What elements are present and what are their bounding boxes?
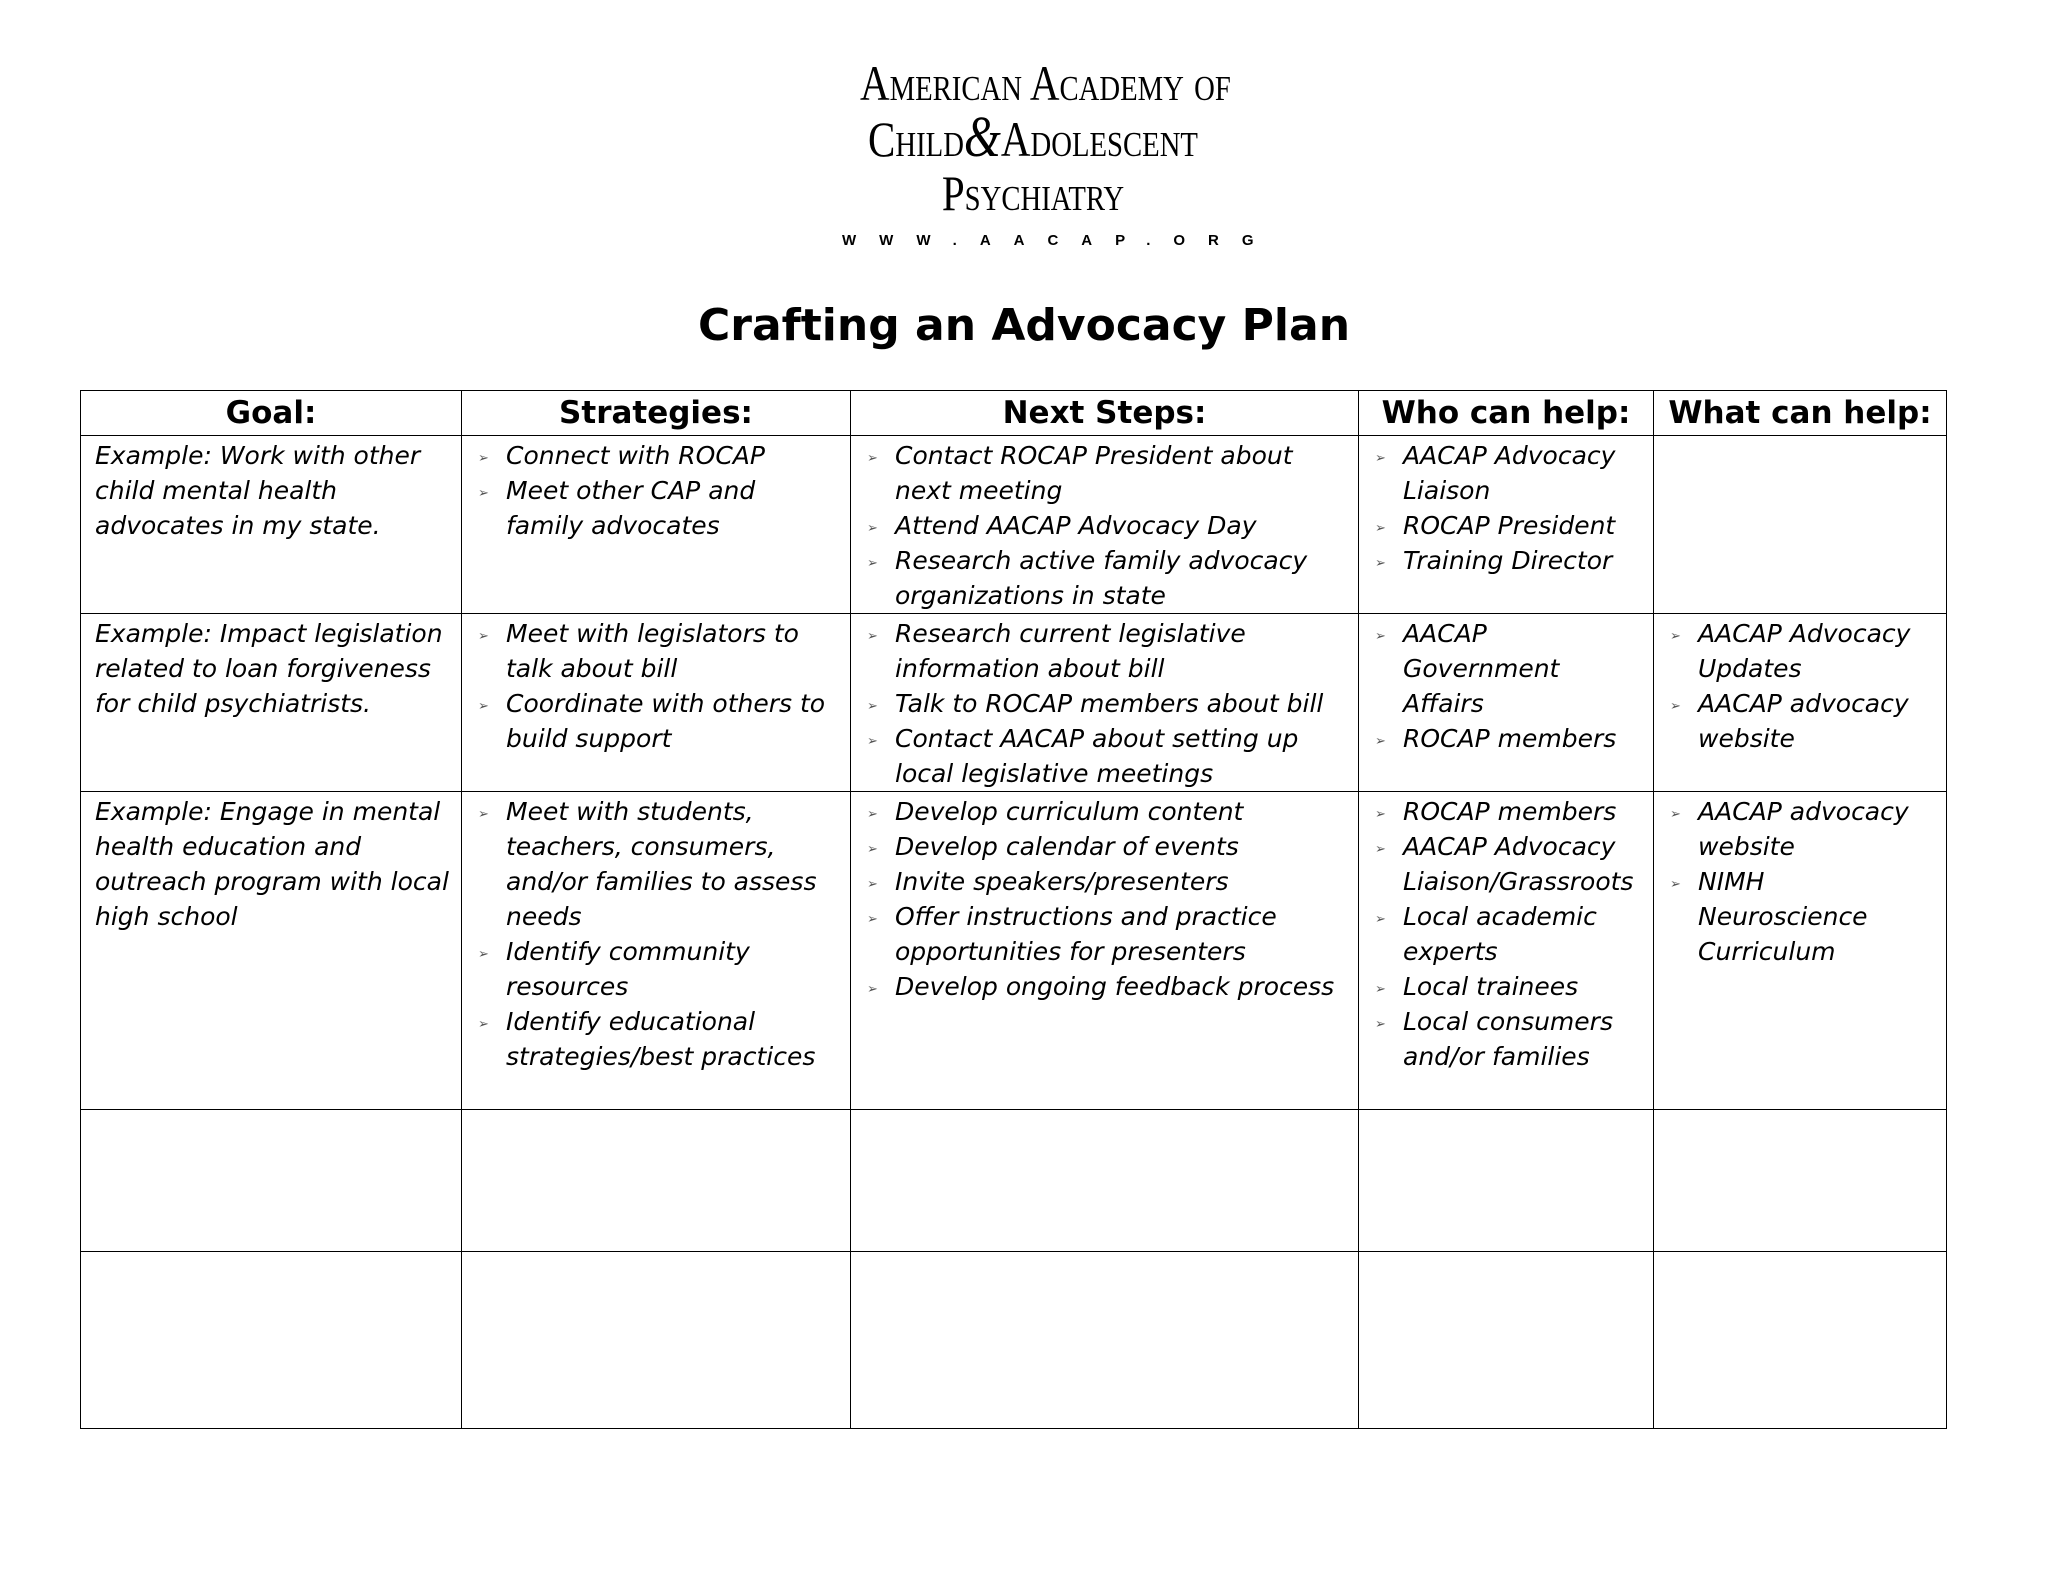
list-item: ➢ Research current legislative information about bill bbox=[865, 616, 1348, 686]
header-who-can-help: Who can help: bbox=[1359, 391, 1654, 436]
table-row bbox=[81, 436, 1947, 614]
list-item: ➢ Local consumers and/or families bbox=[1373, 1004, 1643, 1074]
header-what-can-help: What can help: bbox=[1654, 391, 1947, 436]
advocacy-plan-table bbox=[80, 390, 1947, 1429]
next-steps-cell bbox=[851, 614, 1359, 792]
list-item: ➢ Meet with legislators to talk about bill bbox=[476, 616, 840, 686]
list-item: ➢ Local trainees bbox=[1373, 969, 1643, 1004]
empty-cell[interactable] bbox=[462, 1110, 851, 1252]
who-can-help-cell bbox=[1359, 614, 1654, 792]
list-item: ➢ Contact AACAP about setting up local legislative meetings bbox=[865, 721, 1348, 791]
empty-cell[interactable] bbox=[81, 1252, 462, 1429]
empty-cell[interactable] bbox=[851, 1110, 1359, 1252]
logo-url: WWW.AACAP.ORG bbox=[842, 232, 1277, 249]
goal-cell: Example: Engage in mental health education and outreach program with local high school bbox=[81, 792, 462, 1110]
header-goal: Goal: bbox=[81, 391, 462, 436]
list-item: ➢ Talk to ROCAP members about bill bbox=[865, 686, 1348, 721]
list-item: ➢ Offer instructions and practice opportunities for presenters bbox=[865, 899, 1348, 969]
list-item: ➢ Identify community resources bbox=[476, 934, 840, 1004]
list-item: ➢ Develop calendar of events bbox=[865, 829, 1348, 864]
what-can-help-cell bbox=[1654, 436, 1947, 614]
table-header-row bbox=[81, 391, 1947, 436]
goal-cell: Example: Impact legislation related to loan forgiveness for child psychiatrists. bbox=[81, 614, 462, 792]
list-item: ➢ Local academic experts bbox=[1373, 899, 1643, 969]
logo-line-1: American Academy of bbox=[859, 55, 1231, 111]
empty-cell[interactable] bbox=[462, 1252, 851, 1429]
list-item: ➢ Connect with ROCAP bbox=[476, 438, 840, 473]
list-item: ➢ Meet other CAP and family advocates bbox=[476, 473, 840, 543]
list-item: ➢ Coordinate with others to build support bbox=[476, 686, 840, 756]
list-item: ➢ Identify educational strategies/best practices bbox=[476, 1004, 840, 1074]
logo-line-3: Psychiatry bbox=[941, 165, 1125, 221]
empty-cell[interactable] bbox=[1359, 1252, 1654, 1429]
list-item: ➢ Meet with students, teachers, consumers, and/or families to assess needs bbox=[476, 794, 840, 934]
table-row bbox=[81, 614, 1947, 792]
list-item: ➢ AACAP advocacy website bbox=[1668, 794, 1936, 864]
header-strategies: Strategies: bbox=[462, 391, 851, 436]
empty-table-row bbox=[81, 1252, 1947, 1429]
who-can-help-cell bbox=[1359, 436, 1654, 614]
list-item: ➢ Contact ROCAP President about next meeting bbox=[865, 438, 1348, 508]
who-can-help-cell bbox=[1359, 792, 1654, 1110]
header-next-steps: Next Steps: bbox=[851, 391, 1359, 436]
page-title: Crafting an Advocacy Plan bbox=[697, 300, 1351, 351]
strategies-cell bbox=[462, 614, 851, 792]
next-steps-cell bbox=[851, 436, 1359, 614]
empty-cell[interactable] bbox=[1359, 1110, 1654, 1252]
list-item: ➢ Attend AACAP Advocacy Day bbox=[865, 508, 1348, 543]
empty-cell[interactable] bbox=[1654, 1252, 1947, 1429]
list-item: ➢ AACAP Government Affairs bbox=[1373, 616, 1643, 721]
list-item: ➢ AACAP Advocacy Liaison/Grassroots bbox=[1373, 829, 1643, 899]
table-row bbox=[81, 792, 1947, 1110]
list-item: ➢ Develop ongoing feedback process bbox=[865, 969, 1348, 1004]
list-item: ➢ Research active family advocacy organizations in state bbox=[865, 543, 1348, 613]
what-can-help-cell bbox=[1654, 792, 1947, 1110]
list-item: ➢ AACAP advocacy website bbox=[1668, 686, 1936, 756]
list-item: ➢ NIMH Neuroscience Curriculum bbox=[1668, 864, 1936, 969]
list-item: ➢ AACAP Advocacy Liaison bbox=[1373, 438, 1643, 508]
what-can-help-cell bbox=[1654, 614, 1947, 792]
next-steps-cell bbox=[851, 792, 1359, 1110]
empty-cell[interactable] bbox=[1654, 1110, 1947, 1252]
empty-table-row bbox=[81, 1110, 1947, 1252]
strategies-cell bbox=[462, 436, 851, 614]
empty-cell[interactable] bbox=[81, 1110, 462, 1252]
aacap-logo bbox=[822, 55, 1277, 258]
list-item: ➢ ROCAP members bbox=[1373, 721, 1643, 756]
list-item: ➢ Training Director bbox=[1373, 543, 1643, 578]
list-item: ➢ ROCAP President bbox=[1373, 508, 1643, 543]
list-item: ➢ ROCAP members bbox=[1373, 794, 1643, 829]
goal-cell: Example: Work with other child mental health advocates in my state. bbox=[81, 436, 462, 614]
strategies-cell bbox=[462, 792, 851, 1110]
list-item: ➢ Develop curriculum content bbox=[865, 794, 1348, 829]
empty-cell[interactable] bbox=[851, 1252, 1359, 1429]
logo-line-2: Child&Adolescent bbox=[868, 104, 1198, 169]
list-item: ➢ Invite speakers/presenters bbox=[865, 864, 1348, 899]
list-item: ➢ AACAP Advocacy Updates bbox=[1668, 616, 1936, 686]
